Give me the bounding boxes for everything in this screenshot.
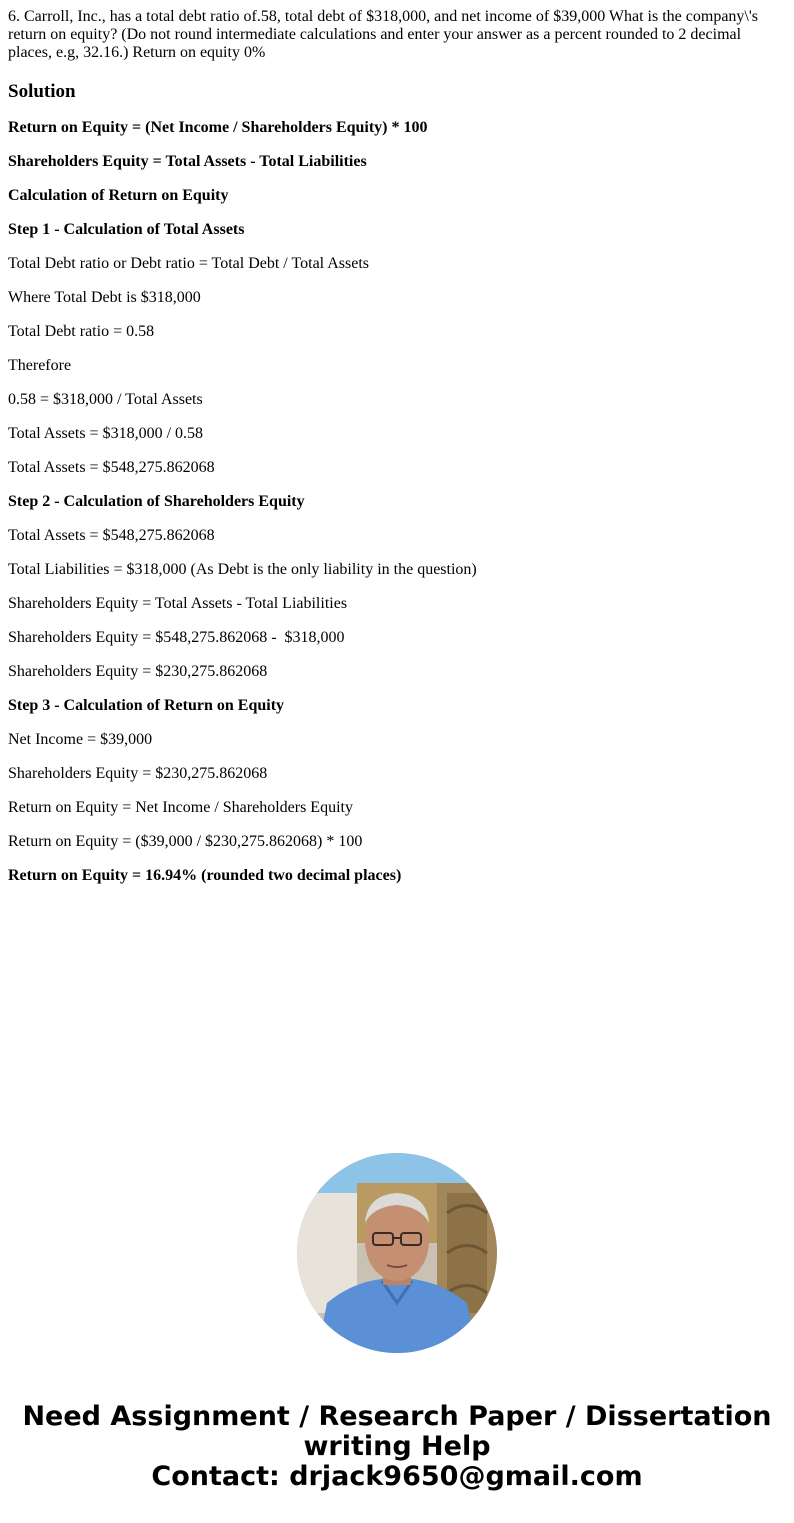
solution-line: Total Assets = $318,000 / 0.58 [8,425,204,442]
solution-line: Total Assets = $548,275.862068 [8,527,215,544]
solution-line: Step 3 - Calculation of Return on Equity [8,697,285,714]
solution-line: Therefore [8,357,72,374]
solution-line: Shareholders Equity = $230,275.862068 [8,765,268,782]
footer-line-1: Need Assignment / Research Paper / Dissertation [22,1401,772,1432]
footer-contact-email: Contact: drjack9650@gmail.com [151,1461,643,1492]
solution-line: Shareholders Equity = Total Assets - Total Liabilities [8,153,367,170]
solution-line: Total Debt ratio = 0.58 [8,323,155,340]
solution-document [8,8,778,885]
solution-lines [8,119,778,885]
solution-line: Return on Equity = ($39,000 / $230,275.862068) * 100 [8,833,363,850]
solution-line-final-answer: Return on Equity = 16.94% (rounded two decimal places) [8,867,402,884]
solution-heading: Solution [8,81,76,102]
question-text: 6. Carroll, Inc., has a total debt ratio of.58, total debt of $318,000, and net income of $39,000 What is the company\'s return on equity? (Do not round intermediate calculations and enter your answer as a percent rounded to 2 decimal places, e.g, 32.16.) Return on equity 0% [8,8,758,61]
contact-footer [0,1402,794,1492]
solution-line: Total Liabilities = $318,000 (As Debt is the only liability in the question) [8,561,477,578]
author-avatar [297,1153,497,1353]
solution-line: Total Debt ratio or Debt ratio = Total Debt / Total Assets [8,255,370,272]
solution-line: Total Assets = $548,275.862068 [8,459,215,476]
solution-line: Step 2 - Calculation of Shareholders Equity [8,493,305,510]
solution-line: Shareholders Equity = $548,275.862068 - $318,000 [8,629,345,646]
solution-line: Return on Equity = (Net Income / Shareholders Equity) * 100 [8,119,428,136]
solution-line: Shareholders Equity = $230,275.862068 [8,663,268,680]
solution-line: Net Income = $39,000 [8,731,153,748]
author-photo [297,1153,497,1353]
footer-line-2: writing Help [303,1431,491,1462]
solution-line: Calculation of Return on Equity [8,187,229,204]
solution-line: 0.58 = $318,000 / Total Assets [8,391,203,408]
solution-line: Return on Equity = Net Income / Shareholders Equity [8,799,353,816]
solution-line: Where Total Debt is $318,000 [8,289,201,306]
solution-line: Step 1 - Calculation of Total Assets [8,221,245,238]
solution-line: Shareholders Equity = Total Assets - Total Liabilities [8,595,348,612]
